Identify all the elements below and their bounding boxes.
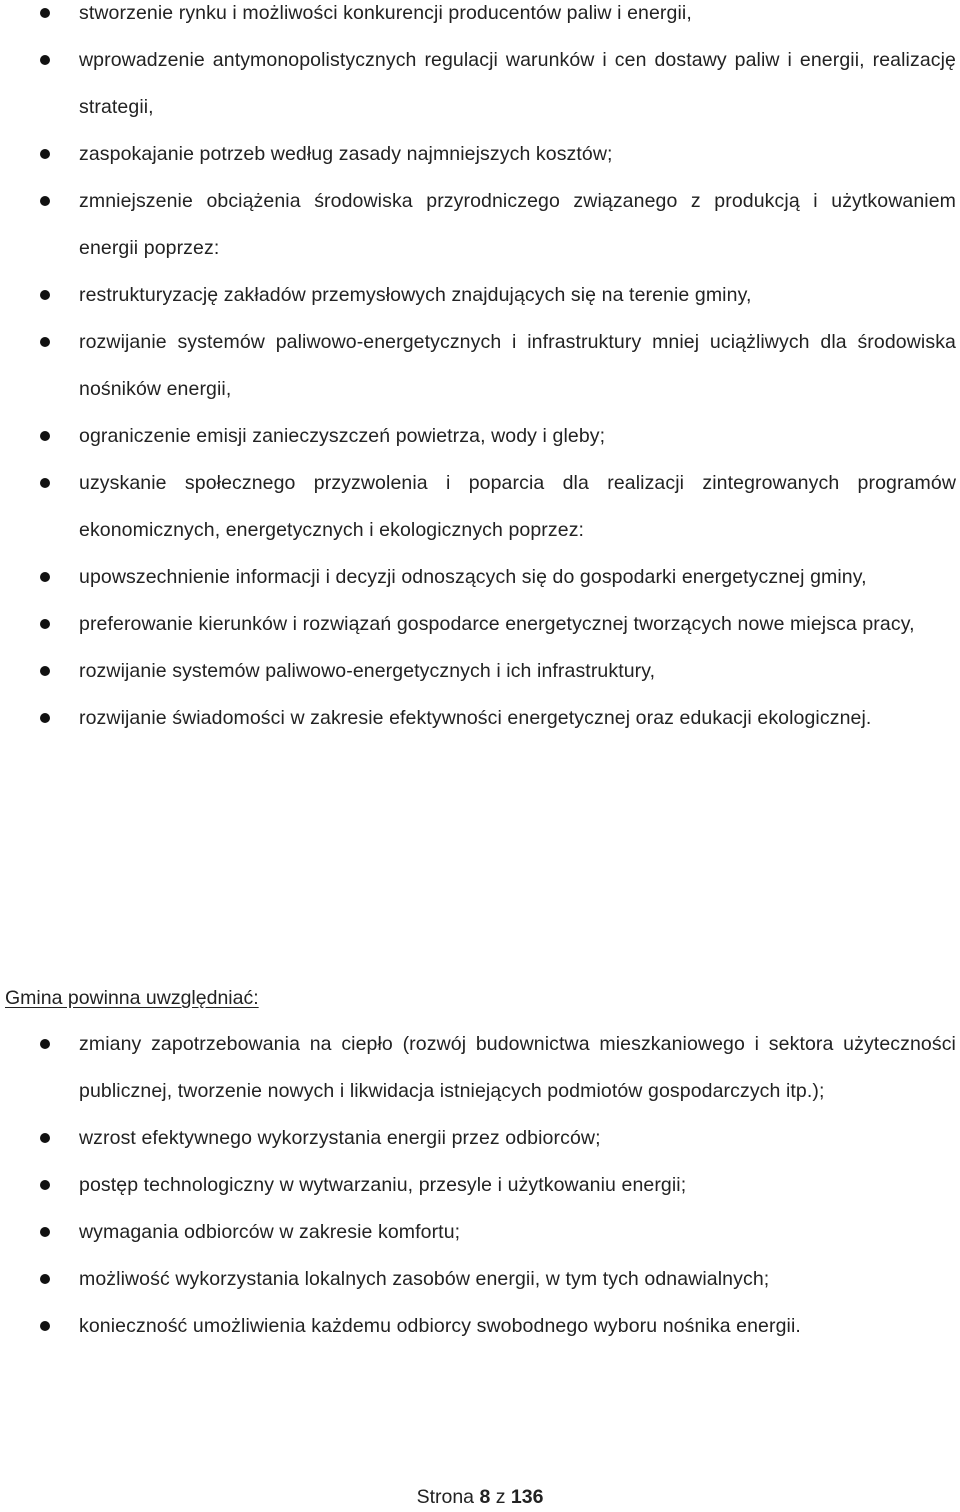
bullet-icon — [40, 1133, 50, 1143]
list-item — [0, 272, 960, 319]
list-item — [0, 648, 960, 695]
bullet-icon — [40, 290, 50, 300]
list-item-text: wymagania odbiorców w zakresie komfortu; — [79, 1221, 461, 1243]
list-item — [0, 554, 960, 601]
bullet-icon — [40, 666, 50, 676]
bullet-icon — [40, 55, 50, 65]
list-item — [0, 1115, 960, 1162]
list-item — [0, 131, 960, 178]
list-item-text: preferowanie kierunków i rozwiązań gospodarce energetycznej tworzących nowe miejsca pracy, — [79, 613, 915, 635]
list-item — [0, 37, 960, 131]
bullet-icon — [40, 1039, 50, 1049]
page-footer — [0, 1482, 960, 1512]
list-item-text: wprowadzenie antymonopolistycznych regulacji warunków i cen dostawy paliw i energii, realizację strategii, — [79, 49, 956, 118]
list-item — [0, 1209, 960, 1256]
list-item-text: restrukturyzację zakładów przemysłowych znajdujących się na terenie gminy, — [79, 284, 752, 306]
list-item-text: zmniejszenie obciążenia środowiska przyrodniczego związanego z produkcją i użytkowaniem energii poprzez: — [79, 190, 956, 259]
bullet-icon — [40, 196, 50, 206]
list-item-text: konieczność umożliwienia każdemu odbiorcy swobodnego wyboru nośnika energii. — [79, 1315, 801, 1337]
bullet-icon — [40, 619, 50, 629]
list-item — [0, 413, 960, 460]
bullet-icon — [40, 1227, 50, 1237]
list-item-text: rozwijanie systemów paliwowo-energetycznych i infrastruktury mniej uciążliwych dla środowiska nośników energii, — [79, 331, 956, 400]
bullet-icon — [40, 8, 50, 18]
page-total: 136 — [510, 1486, 544, 1508]
list-item — [0, 178, 960, 272]
list-item — [0, 1303, 960, 1350]
list-item — [0, 460, 960, 554]
list-item-text: rozwijanie świadomości w zakresie efektywności energetycznej oraz edukacji ekologicznej. — [79, 707, 872, 729]
bullet-icon — [40, 1274, 50, 1284]
bullet-icon — [40, 431, 50, 441]
page-separator: z — [495, 1486, 506, 1508]
bullet-icon — [40, 572, 50, 582]
list-item — [0, 1162, 960, 1209]
list-item-text: stworzenie rynku i możliwości konkurencji producentów paliw i energii, — [79, 2, 692, 24]
list-item-text: upowszechnienie informacji i decyzji odnoszących się do gospodarki energetycznej gminy, — [79, 566, 867, 588]
page-number: 8 — [479, 1486, 491, 1508]
bullet-icon — [40, 713, 50, 723]
list-item-text: rozwijanie systemów paliwowo-energetycznych i ich infrastruktury, — [79, 660, 656, 682]
list-item-text: możliwość wykorzystania lokalnych zasobów energii, w tym tych odnawialnych; — [79, 1268, 770, 1290]
list-item-text: wzrost efektywnego wykorzystania energii przez odbiorców; — [79, 1127, 601, 1149]
page-label: Strona — [416, 1486, 475, 1508]
list-item — [0, 1256, 960, 1303]
bullet-icon — [40, 478, 50, 488]
list-item-text: postęp technologiczny w wytwarzaniu, przesyle i użytkowaniu energii; — [79, 1174, 687, 1196]
list-item — [0, 601, 960, 648]
considerations-bullet-list — [0, 1021, 960, 1350]
section-heading: Gmina powinna uwzględniać: — [5, 987, 259, 1009]
list-item-text: ograniczenie emisji zanieczyszczeń powietrza, wody i gleby; — [79, 425, 606, 447]
bullet-icon — [40, 1180, 50, 1190]
bullet-icon — [40, 337, 50, 347]
list-item-text: zaspokajanie potrzeb według zasady najmniejszych kosztów; — [79, 143, 613, 165]
list-item-text: uzyskanie społecznego przyzwolenia i poparcia dla realizacji zintegrowanych programów ekonomicznych, energetycznych i ekologicznych poprzez: — [79, 472, 956, 541]
bullet-icon — [40, 149, 50, 159]
bullet-icon — [40, 1321, 50, 1331]
requirements-bullet-list — [0, 0, 960, 742]
list-item — [0, 1021, 960, 1115]
list-item-text: zmiany zapotrzebowania na ciepło (rozwój budownictwa mieszkaniowego i sektora użyteczności publicznej, tworzenie nowych i likwidacja istniejących podmiotów gospodarczych itp.); — [79, 1033, 956, 1102]
list-item — [0, 0, 960, 37]
list-item — [0, 319, 960, 413]
list-item — [0, 695, 960, 742]
